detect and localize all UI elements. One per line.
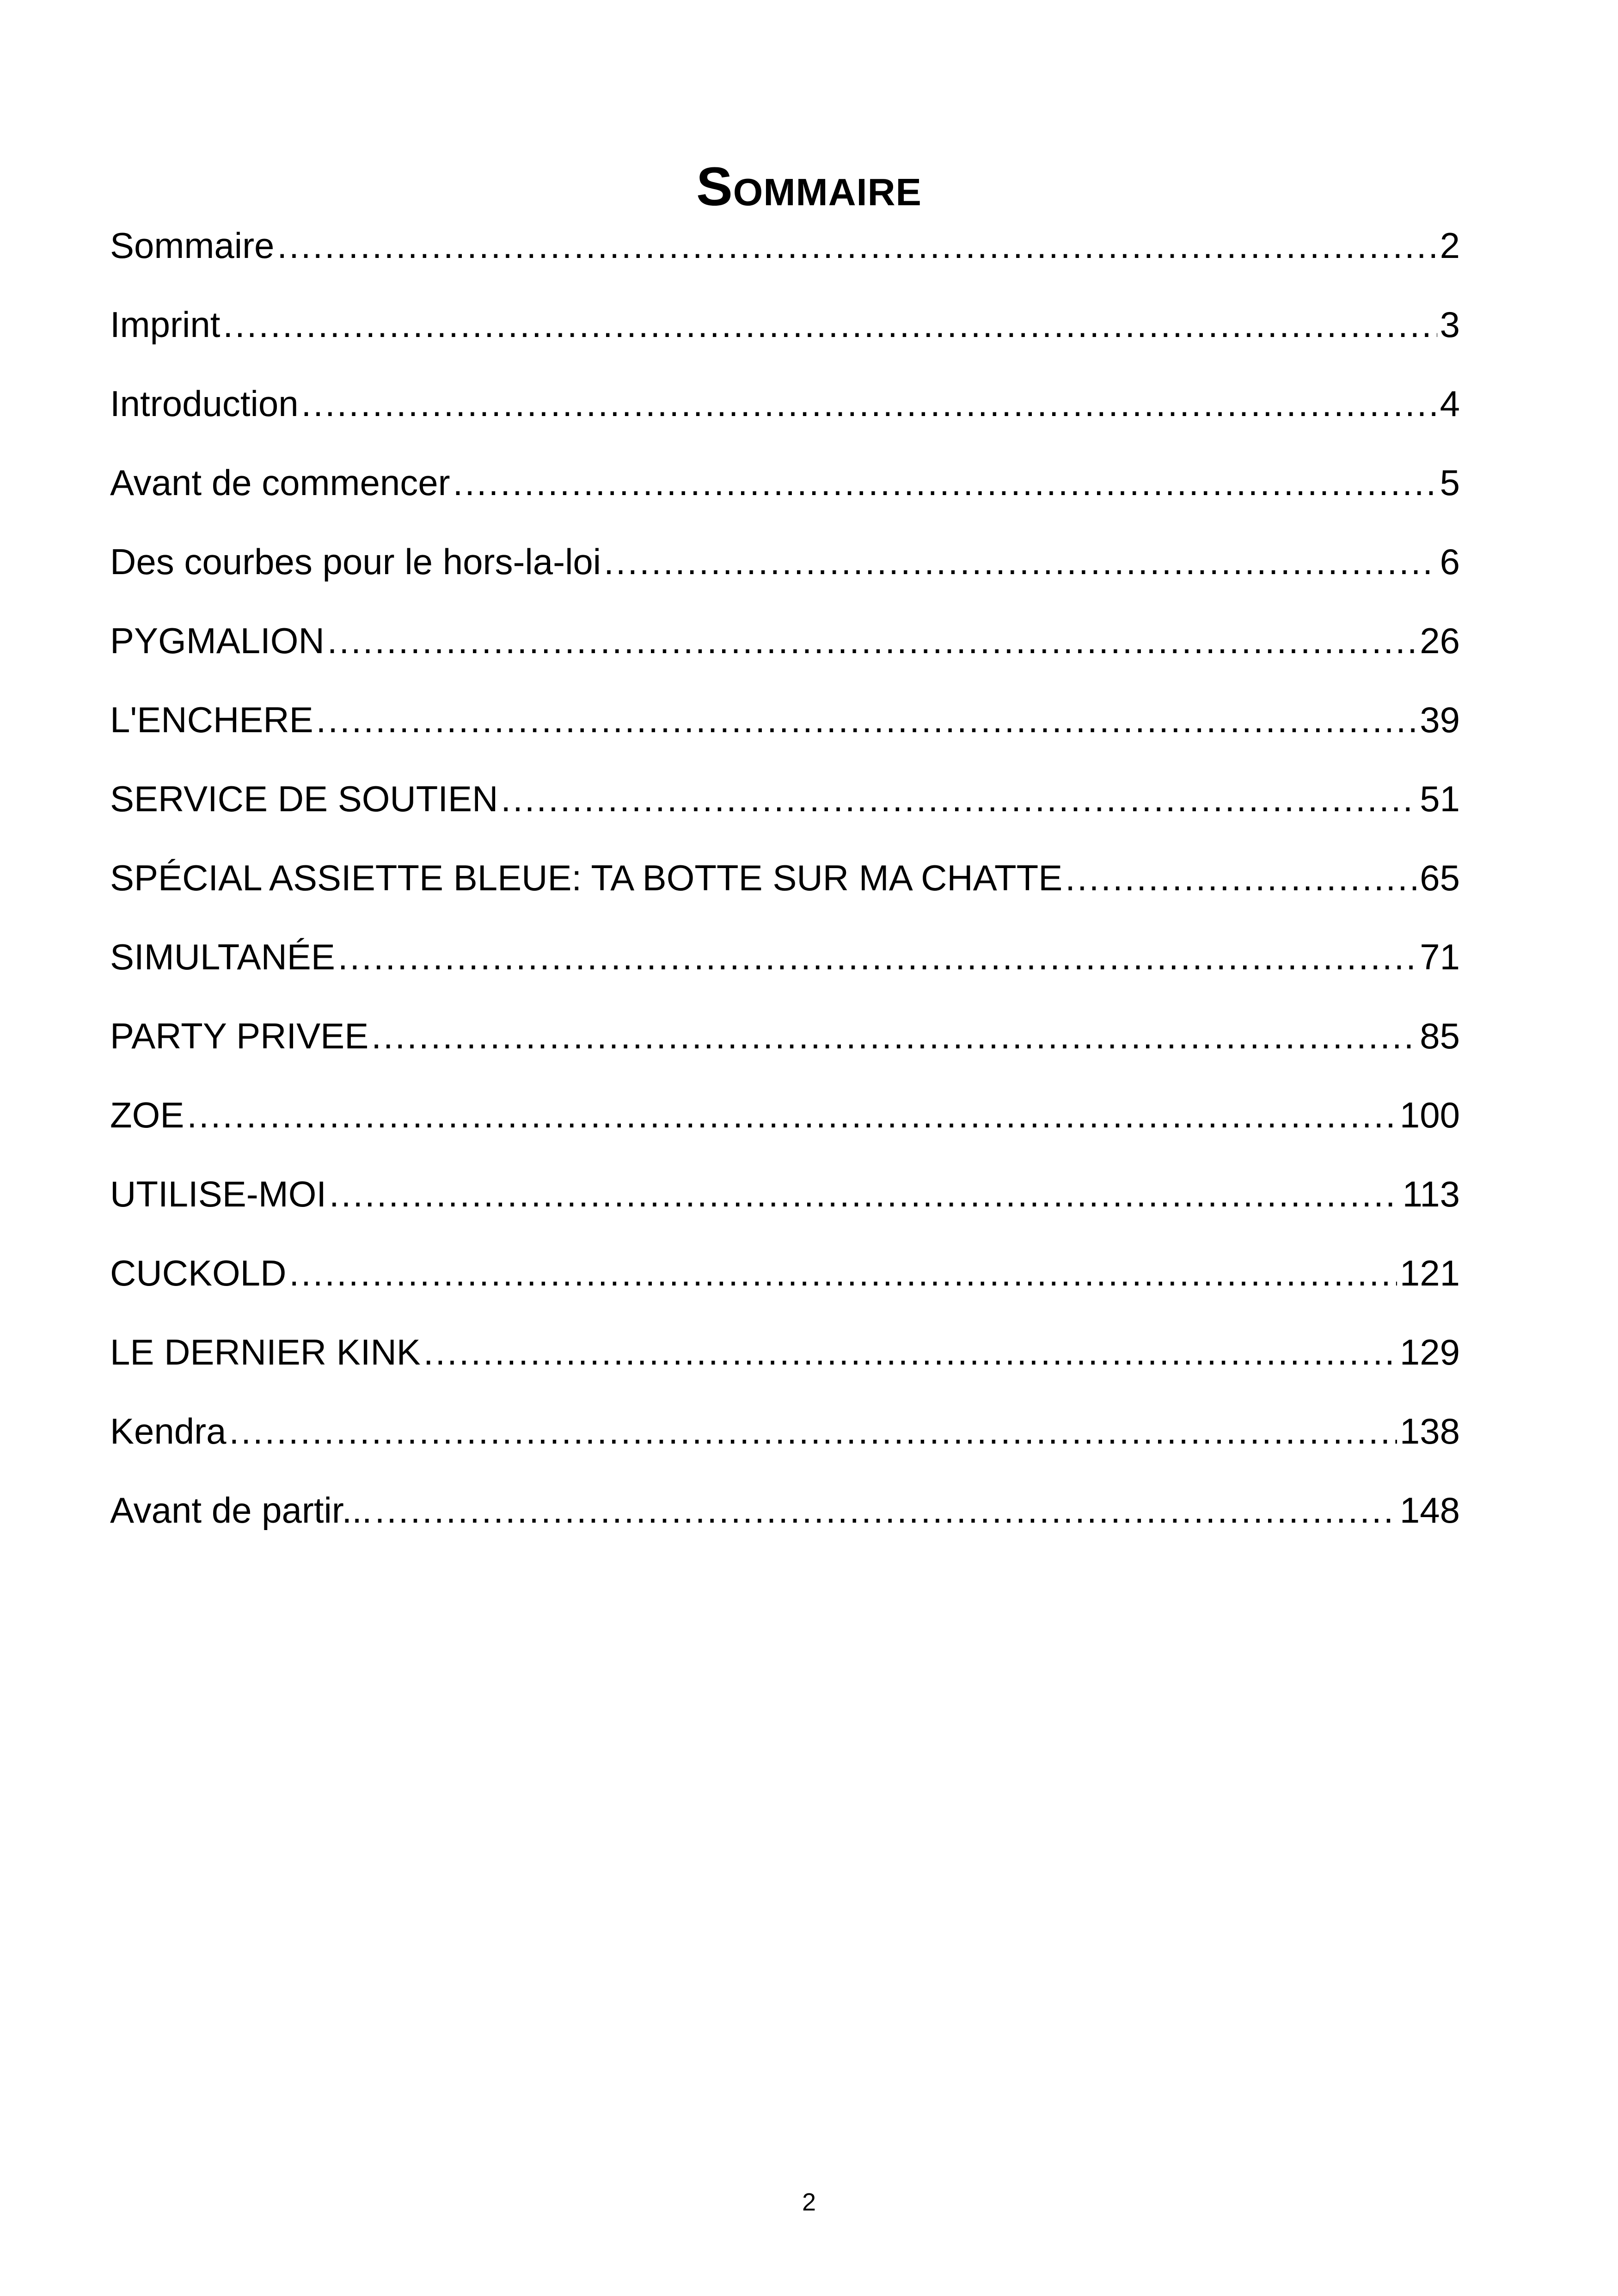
toc-entry-page: 51: [1420, 778, 1460, 819]
toc-entry-page: 71: [1420, 937, 1460, 977]
toc-dot-leader: [329, 1164, 1400, 1224]
toc-entry-page: 2: [1440, 225, 1460, 266]
toc-entry[interactable]: [110, 848, 1460, 927]
page-title: Sommaire: [696, 156, 922, 218]
toc-entry[interactable]: [110, 1243, 1460, 1322]
toc-entry-page: 100: [1399, 1095, 1460, 1135]
toc-entry-label: L'ENCHERE: [110, 699, 313, 740]
toc-entry-label: PARTY PRIVEE: [110, 1016, 369, 1056]
toc-dot-leader: [229, 1401, 1397, 1461]
toc-dot-leader: [223, 294, 1437, 355]
toc-dot-leader: [371, 1006, 1417, 1066]
toc-entry-page: 26: [1420, 620, 1460, 661]
toc-entry-label: Sommaire: [110, 225, 275, 266]
toc-entry[interactable]: [110, 927, 1460, 1006]
page-number: 2: [802, 2188, 816, 2216]
toc-entry-page: 138: [1399, 1411, 1460, 1451]
toc-entry-label: Avant de partir...: [110, 1490, 372, 1531]
toc-dot-leader: [375, 1480, 1397, 1540]
toc-dot-leader: [316, 690, 1417, 750]
toc-dot-leader: [301, 373, 1437, 434]
toc-entry-page: 148: [1399, 1490, 1460, 1531]
toc-dot-leader: [453, 453, 1437, 513]
toc-entry[interactable]: [110, 769, 1460, 848]
toc-dot-leader: [501, 769, 1417, 829]
toc-entry[interactable]: [110, 453, 1460, 532]
toc-entry-page: 39: [1420, 699, 1460, 740]
toc-entry-label: Avant de commencer: [110, 462, 450, 503]
toc-entry-label: ZOE: [110, 1095, 184, 1135]
toc-entry[interactable]: [110, 215, 1460, 294]
toc-entry-label: Imprint: [110, 304, 221, 345]
toc-entry-label: Kendra: [110, 1411, 227, 1451]
toc-entry[interactable]: [110, 1480, 1460, 1559]
toc-entry-page: 3: [1440, 304, 1460, 345]
toc-entry[interactable]: [110, 1164, 1460, 1243]
toc-entry[interactable]: [110, 1401, 1460, 1480]
toc-dot-leader: [423, 1322, 1397, 1382]
toc-entry[interactable]: [110, 1322, 1460, 1401]
toc-entry-label: Des courbes pour le hors-la-loi: [110, 541, 601, 582]
toc-entry-label: Introduction: [110, 383, 299, 424]
toc-dot-leader: [277, 215, 1437, 276]
toc-entry-page: 85: [1420, 1016, 1460, 1056]
toc-entry-page: 65: [1420, 857, 1460, 898]
toc-entry-label: PYGMALION: [110, 620, 325, 661]
toc-entry-label: SERVICE DE SOUTIEN: [110, 778, 498, 819]
toc-dot-leader: [327, 611, 1417, 671]
toc-entry-page: 6: [1440, 541, 1460, 582]
toc-dot-leader: [1065, 848, 1417, 908]
toc-entry-label: UTILISE-MOI: [110, 1174, 327, 1214]
toc-entry[interactable]: [110, 1006, 1460, 1085]
toc-dot-leader: [604, 532, 1437, 592]
toc-entry-page: 121: [1399, 1253, 1460, 1293]
toc-entry[interactable]: [110, 532, 1460, 611]
toc-dot-leader: [289, 1243, 1397, 1303]
toc-entry-label: CUCKOLD: [110, 1253, 287, 1293]
toc-entry-page: 129: [1399, 1332, 1460, 1372]
toc-entry[interactable]: [110, 373, 1460, 453]
toc-entry-label: SIMULTANÉE: [110, 937, 335, 977]
toc-entry[interactable]: [110, 294, 1460, 373]
toc-entry-page: 4: [1440, 383, 1460, 424]
toc-entry[interactable]: [110, 611, 1460, 690]
toc-entry-label: LE DERNIER KINK: [110, 1332, 421, 1372]
toc-entry-page: 113: [1402, 1174, 1460, 1214]
toc-entry[interactable]: [110, 1085, 1460, 1164]
toc-dot-leader: [187, 1085, 1397, 1145]
table-of-contents: [110, 215, 1460, 1559]
toc-dot-leader: [338, 927, 1417, 987]
toc-entry[interactable]: [110, 690, 1460, 769]
toc-entry-page: 5: [1440, 462, 1460, 503]
toc-entry-label: SPÉCIAL ASSIETTE BLEUE: TA BOTTE SUR MA CHATTE: [110, 857, 1063, 898]
